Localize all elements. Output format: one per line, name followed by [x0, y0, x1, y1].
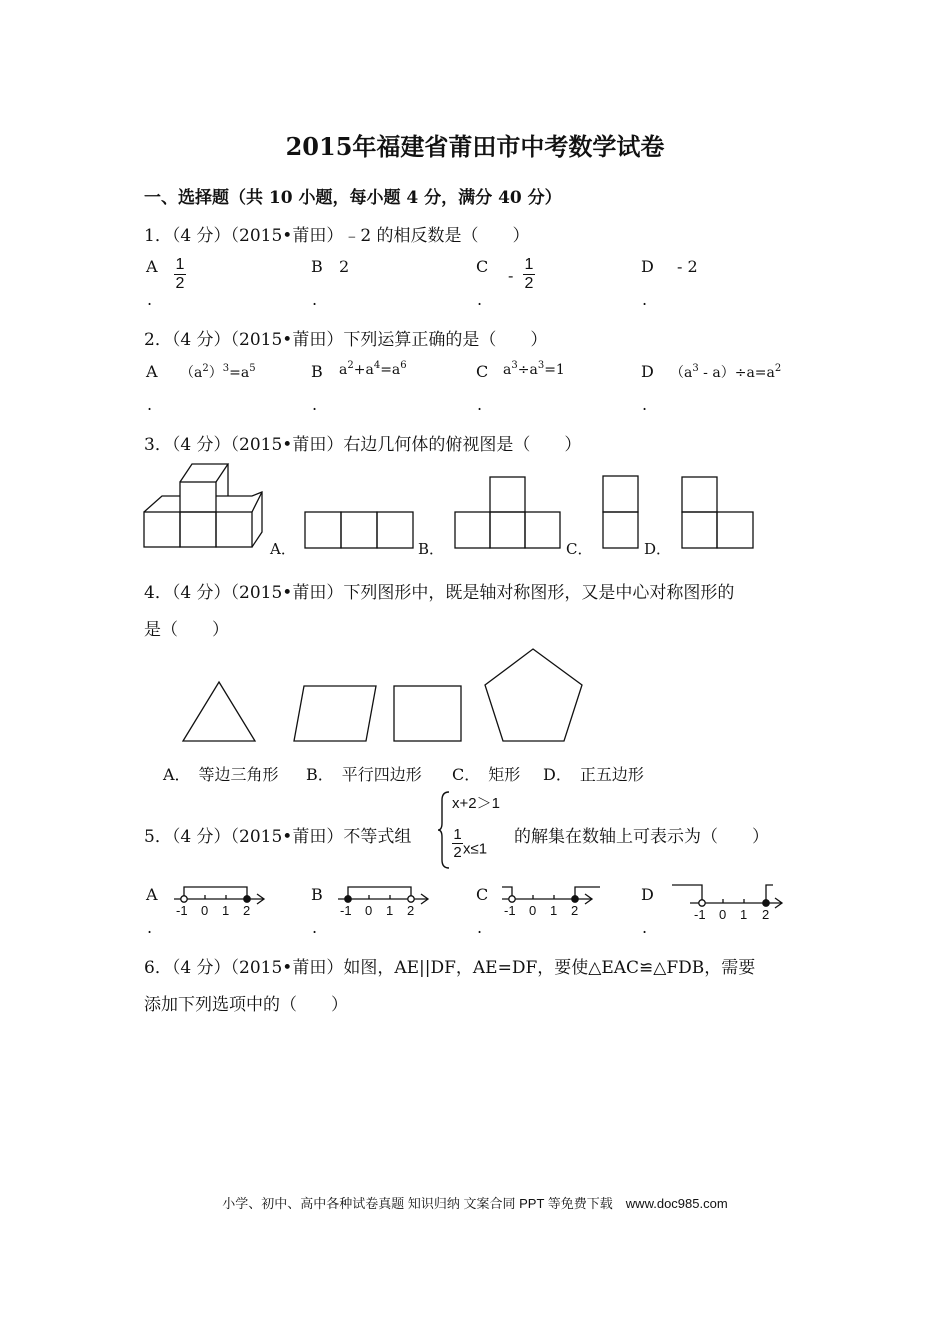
q2-option-d-expr: $(a^3 - a)\div a=a^2$: [670, 363, 782, 381]
question-6-stem-line1: 6．（4 分）（2015•莆田）如图，AE||DF，AE=DF，要使△EAC≌△FDB，需要: [144, 958, 756, 978]
q5-c-tick-1: 1: [550, 903, 558, 918]
q5-d-tick-0: 0: [719, 907, 727, 922]
q5-option-c-numberline: [500, 881, 604, 921]
q1-option-a-letter: A: [146, 257, 158, 276]
q5-a-tick-0: 0: [201, 903, 209, 918]
question-4-stem-line1: 4．（4 分）（2015•莆田）下列图形中，既是轴对称图形，又是中心对称图形的: [144, 583, 735, 603]
q5-b-tick-2: 2: [407, 903, 415, 918]
question-5-stem-prefix: 5．（4 分）（2015•莆田）不等式组: [144, 827, 412, 847]
q5-dot-b: .: [312, 918, 318, 937]
q5-option-b-numberline: [336, 881, 436, 921]
q5-b-tick-neg1: -1: [340, 903, 352, 918]
q3-option-b-figure: [454, 475, 564, 551]
q5-c-tick-2: 2: [571, 903, 579, 918]
q2-dot-b: .: [312, 395, 318, 414]
q5-b-tick-1: 1: [386, 903, 394, 918]
q5-dot-a: .: [147, 918, 153, 937]
q2-option-c-letter: C: [476, 362, 489, 381]
q2-option-d-letter: D: [641, 362, 654, 381]
page-footer: 小学、初中、高中各种试卷真题 知识归纳 文案合同 PPT 等免费下载 www.doc985.com: [222, 1196, 728, 1211]
q5-option-c-letter: C: [476, 885, 489, 904]
q2-dot-d: .: [642, 395, 648, 414]
q5-d-tick-1: 1: [740, 907, 748, 922]
q5-a-tick-1: 1: [222, 903, 230, 918]
q1-option-b-text: 2: [339, 257, 350, 276]
q2-option-a-expr: $(a^2)^3=a^5$: [180, 363, 256, 381]
q1-option-a-fraction: [174, 256, 186, 293]
q5-c-tick-0: 0: [529, 903, 537, 918]
q5-option-a-letter: A: [146, 885, 158, 904]
q3-label-b: B．: [418, 540, 445, 558]
q5-b-tick-0: 0: [365, 903, 373, 918]
q5-inequality-1: x+2＞1: [452, 795, 500, 812]
q4-triangle: [183, 682, 255, 741]
q5-ineq2-rest: x≤1: [463, 840, 488, 858]
q1-option-c-fraction: [523, 256, 535, 293]
q1-dot-d: .: [642, 290, 648, 309]
q5-option-d-letter: D: [641, 885, 654, 904]
q5-a-tick-2: 2: [243, 903, 251, 918]
q4-option-b: B． 平行四边形: [306, 765, 422, 784]
question-6-stem-line2: 添加下列选项中的（ ）: [144, 995, 348, 1015]
q5-c-tick-neg1: -1: [504, 903, 516, 918]
q1-dot-b: .: [312, 290, 318, 309]
q3-solid-figure: [140, 462, 265, 552]
q2-option-a-letter: A: [146, 362, 158, 381]
question-5-stem-suffix: 的解集在数轴上可表示为（ ）: [514, 827, 769, 847]
question-1-stem: 1．（4 分）（2015•莆田）﹣2 的相反数是（ ）: [144, 226, 530, 246]
q3-label-c: C．: [566, 540, 593, 558]
question-3-stem: 3．（4 分）（2015•莆田）右边几何体的俯视图是（ ）: [144, 435, 582, 455]
q3-label-d: D．: [644, 540, 672, 558]
q1-option-d-letter: D: [641, 257, 654, 276]
q5-option-a-numberline: [172, 881, 272, 921]
q5-a-tick-neg1: -1: [176, 903, 188, 918]
q1-dot-a: .: [147, 290, 153, 309]
q1-c-numerator: 1: [524, 256, 534, 273]
q5-dot-c: .: [477, 918, 483, 937]
q5-inequality-2: [452, 826, 487, 861]
page-title: 2015年福建省莆田市中考数学试卷: [285, 132, 665, 161]
q2-option-b-letter: B: [311, 362, 323, 381]
q2-option-c-expr: $a^3\div a^3=1$: [503, 360, 565, 378]
q5-option-b-letter: B: [311, 885, 323, 904]
q5-option-d-numberline: [670, 881, 792, 923]
q5-d-tick-2: 2: [762, 907, 770, 922]
q4-parallelogram: [294, 686, 376, 741]
q1-option-b-letter: B: [311, 257, 323, 276]
q5-ineq2-denominator: 2: [453, 844, 462, 861]
q3-option-c-figure: [601, 474, 641, 552]
q2-dot-c: .: [477, 395, 483, 414]
question-4-stem-line2: 是（ ）: [144, 620, 229, 640]
q2-dot-a: .: [147, 395, 153, 414]
question-2-stem: 2．（4 分）（2015•莆田）下列运算正确的是（ ）: [144, 330, 548, 350]
q4-option-d: D． 正五边形: [543, 765, 644, 784]
q4-option-c: C． 矩形: [452, 765, 521, 784]
q5-d-tick-neg1: -1: [694, 907, 706, 922]
q1-option-d-text: - 2: [677, 257, 698, 276]
q3-label-a: A．: [270, 540, 296, 558]
q4-pentagon: [485, 649, 582, 741]
q1-a-numerator: 1: [175, 256, 185, 273]
q4-rectangle: [394, 686, 461, 741]
q5-ineq2-numerator: 1: [453, 826, 462, 843]
q1-option-c-sign: -: [508, 266, 514, 285]
q2-option-b-expr: $a^2+a^4=a^6$: [339, 360, 407, 378]
q3-option-a-figure: [304, 510, 416, 550]
section-heading: 一、选择题（共 10 小题，每小题 4 分，满分 40 分）: [144, 188, 562, 208]
q4-shapes: [180, 645, 590, 745]
q4-option-a: A． 等边三角形: [163, 765, 279, 784]
q1-dot-c: .: [477, 290, 483, 309]
q5-brace: [437, 790, 451, 870]
q1-option-c-letter: C: [476, 257, 489, 276]
q1-a-denominator: 2: [175, 275, 185, 292]
q5-dot-d: .: [642, 918, 648, 937]
q1-c-denominator: 2: [524, 275, 534, 292]
q3-option-d-figure: [680, 475, 758, 551]
